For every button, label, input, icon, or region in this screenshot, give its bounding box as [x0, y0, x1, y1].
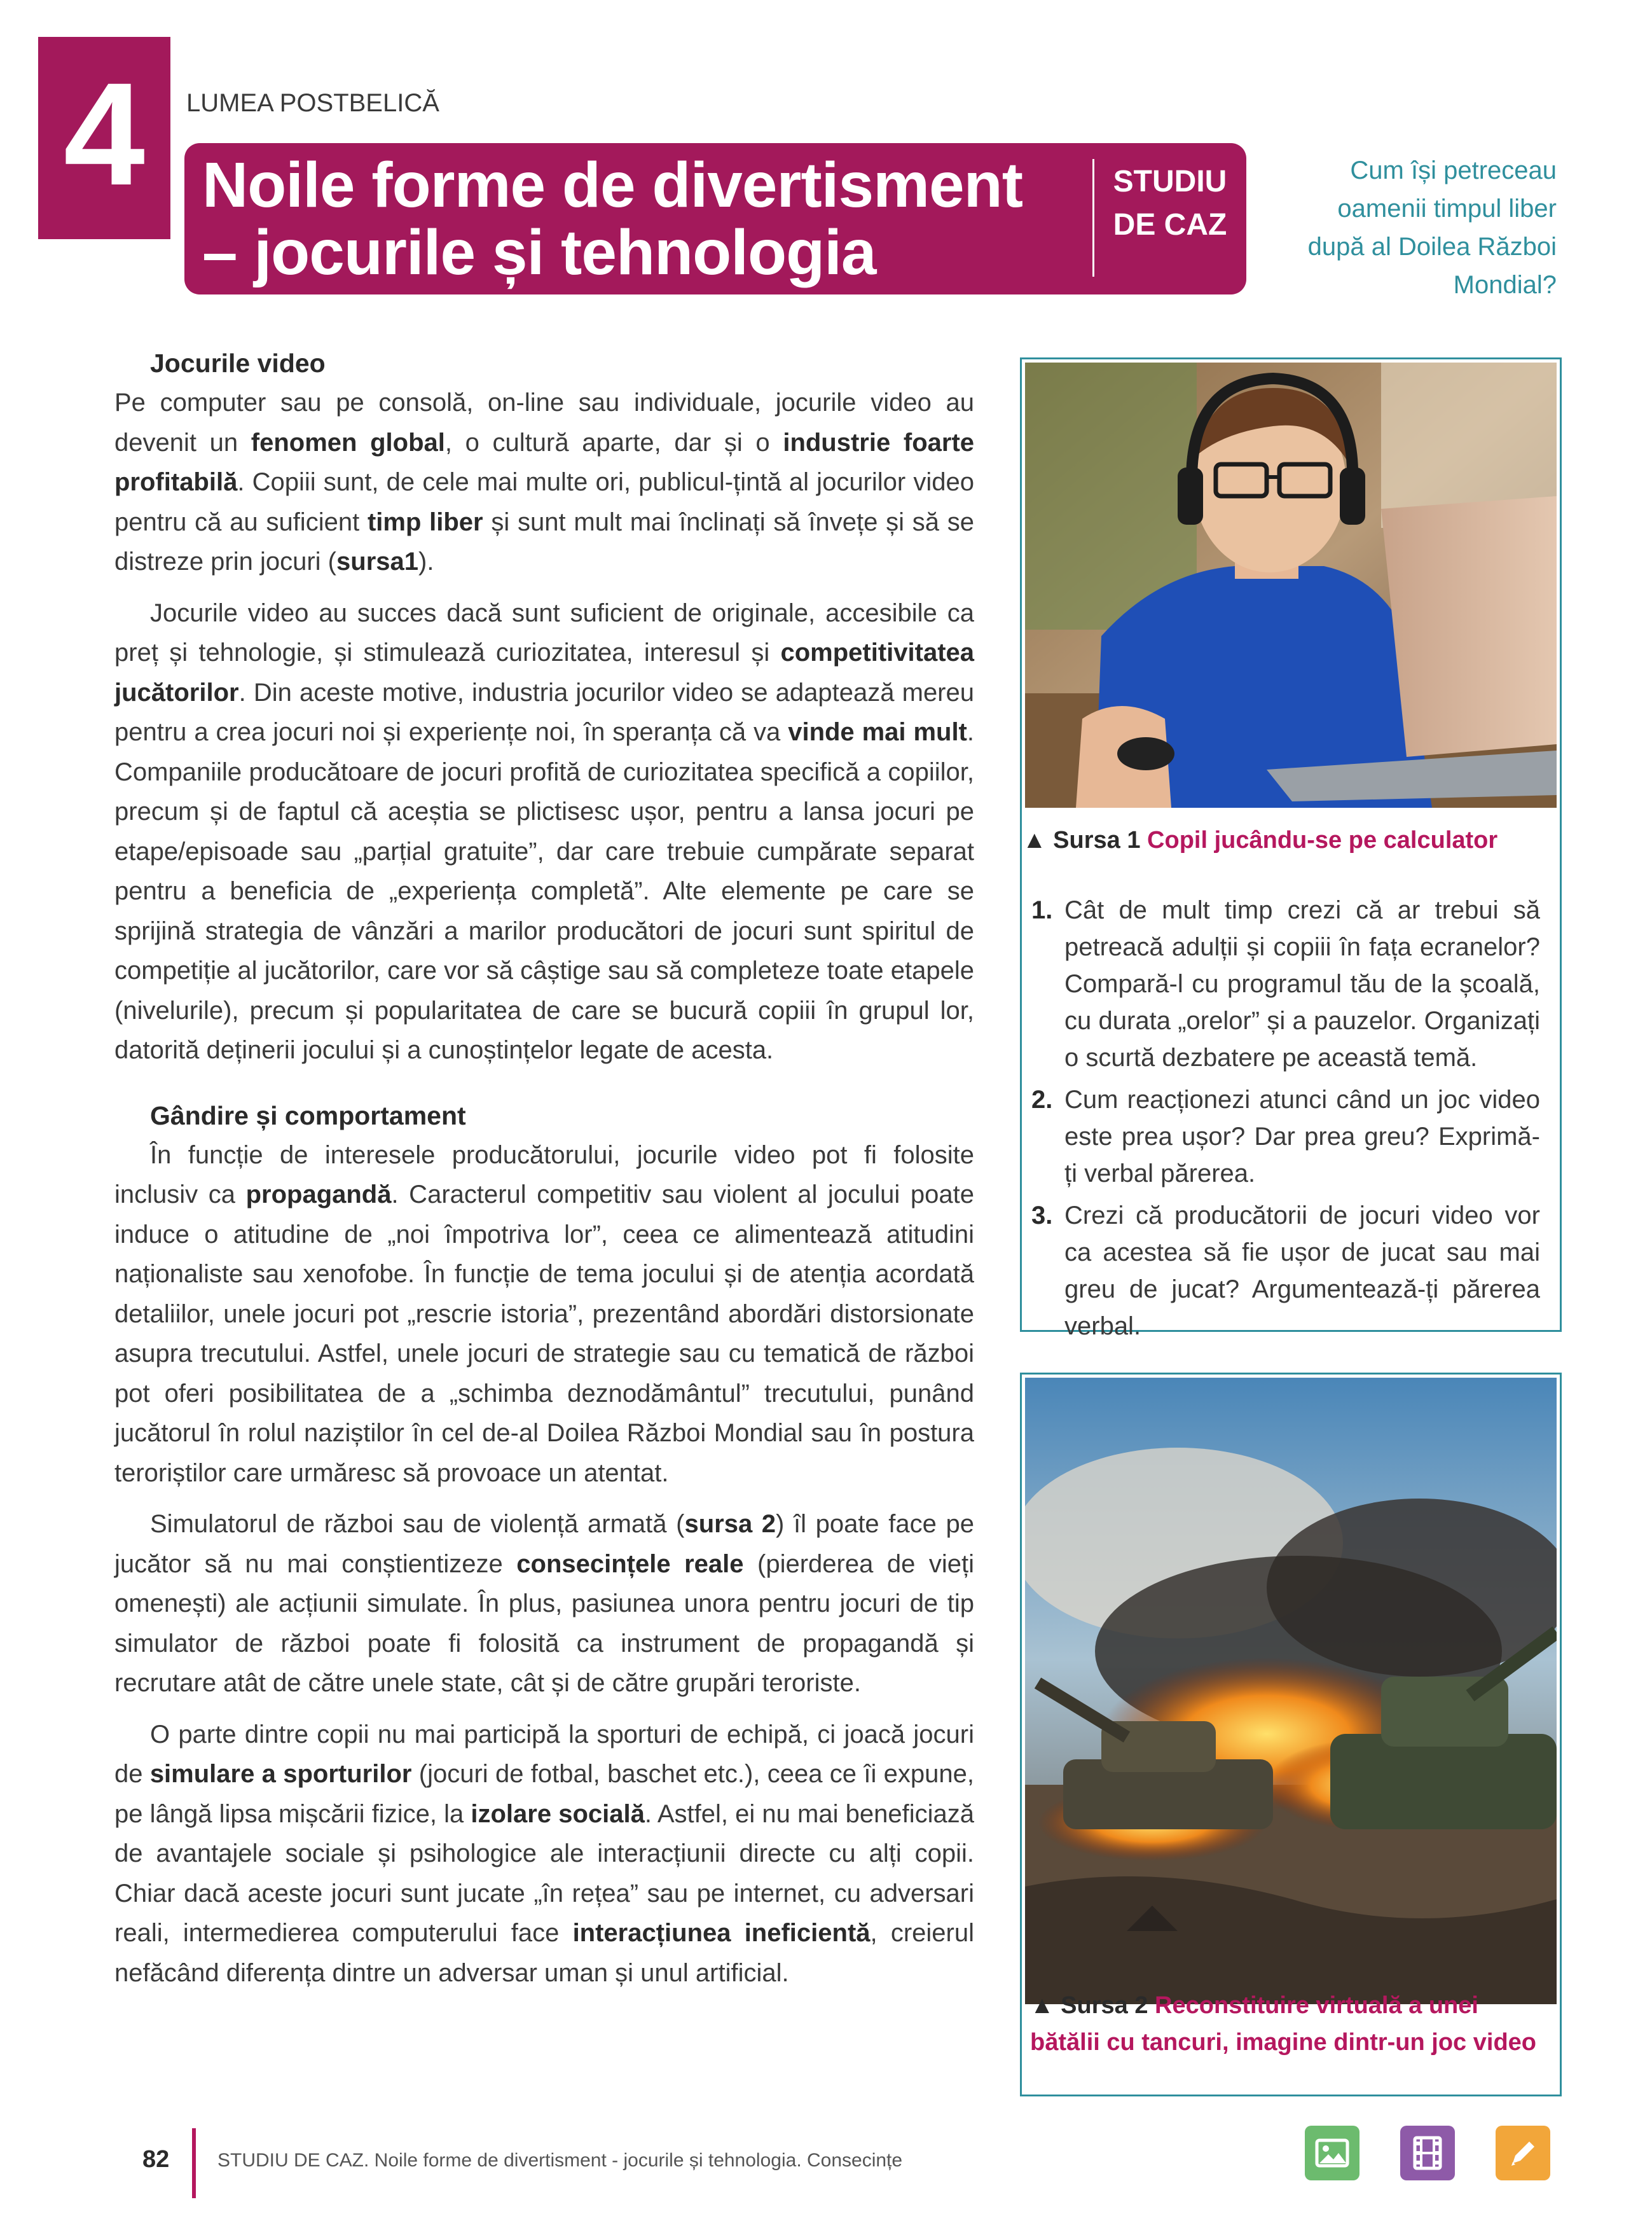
side-question: Cum își petreceau oamenii timpul liber după al Doilea Război Mondial?: [1307, 156, 1557, 299]
source-1-marker: ▲ Sursa 1: [1022, 827, 1141, 854]
question-list: [1031, 892, 1540, 1350]
film-icon[interactable]: [1400, 2126, 1455, 2180]
page-title: Noile forme de divertisment – jocurile și tehnologia: [202, 149, 1022, 288]
heading-thinking-behavior: Gândire și comportament: [150, 1100, 466, 1130]
footer-text: STUDIU DE CAZ. Noile forme de divertisment - jocurile și tehnologia. Consecințe: [217, 2150, 903, 2171]
source-2-photo: [1025, 1378, 1557, 2004]
source-1-photo: [1025, 363, 1557, 808]
source-2-caption: [1030, 1987, 1552, 2061]
source-1-caption: [1022, 822, 1557, 859]
source-2-caption-text: Reconstituire virtuală a unei bătălii cu tancuri, imagine dintr-un joc video: [1030, 1992, 1536, 2056]
heading-video-games: Jocurile video: [150, 349, 326, 378]
page-number: 82: [142, 2146, 170, 2173]
source-1-caption-text: Copil jucându-se pe calculator: [1147, 827, 1498, 854]
paragraph-3: În funcție de interesele producătorului, jocurile video pot fi folosite inclusiv ca propagandă. Caracterul competitiv sau violent al jocului poate induce o atitudine de „noi împotriva lor”, ceea ce alimentează atitudini naționaliste sau xenofobe. În funcție de tema jocului și de atenția acordată detaliilor, unele jocuri pot „rescrie istoria”, prezentând abordări distorsionate asupra trecutului. Astfel, unele jocuri de strategie sau cu tematică de război pot oferi posibilitatea de a „schimba deznodământul” trecutului, punând jucătorul în rolul naziștilor în cel de-al Doilea Război Mondial sau în postura teroriștilor care urmăresc să provoace un atentat.: [114, 1140, 975, 1487]
chapter-number: 4: [64, 52, 145, 216]
paragraph-5: O parte dintre copii nu mai participă la sporturi de echipă, ci joacă jocuri de simulare a sporturilor (jocuri de fotbal, baschet etc.), ceea ce îi expune, pe lângă lipsa mișcării fizice, la izolare socială. Astfel, ei nu mai beneficiază de avantajele sociale și psihologice ale interacțiunii directe cu alți copii. Chiar dacă aceste jocuri sunt jucate „în rețea” sau pe internet, cu adversari reali, intermedierea computerului face interacțiunea ineficientă, creierul nefăcând diferența dintre un adversar uman și unul artificial.: [114, 1720, 974, 1987]
question-item: 3. Crezi că producătorii de jocuri video vor ca acestea să fie ușor de jucat sau mai greu de jucat? Argumentează-ți părerea verbal.: [1031, 1201, 1540, 1340]
paragraph-1: Pe computer sau pe consolă, on-line sau individuale, jocurile video au devenit un fenomen global, o cultură aparte, dar și o industrie foarte profitabilă. Copiii sunt, de cele mai multe ori, publicul-țintă al jocurilor video pentru că au suficient timp liber și sunt mult mai înclinați să învețe și să se distreze prin jocuri (sursa1).: [114, 389, 975, 576]
image-icon[interactable]: [1305, 2126, 1359, 2180]
article: [114, 343, 974, 2004]
case-study-text: STUDIU DE CAZ: [1113, 165, 1227, 242]
section-label: LUMEA POSTBELICĂ: [186, 89, 439, 117]
question-item: 1. Cât de mult timp crezi că ar trebui să petreacă adulții și copiii în fața ecranelor? Compară-l cu programul tău de la școală, cu durata „orelor” și a pauzelor. Organizați o scurtă dezbatere pe această temă.: [1031, 896, 1540, 1072]
paragraph-4: Simulatorul de război sau de violență armată (sursa 2) îl poate face pe jucător să nu mai conștientizeze consecințele reale (pierderea de vieți omenești) ale acțiunii simulate. În plus, pasiunea unora pentru jocuri de tip simulator de război poate fi folosită ca instrument de propagandă și recrutare atât de către unele state, cât și de către grupări teroriste.: [114, 1510, 974, 1697]
source-2-marker: ▲ Sursa 2: [1030, 1992, 1148, 2019]
paragraph-2: Jocurile video au succes dacă sunt suficient de originale, accesibile ca preț și tehnologie, și stimulează curiozitatea, interesul și competitivitatea jucătorilor. Din aceste motive, industria jocurilor video se adaptează mereu pentru a crea jocuri noi și experiențe noi, în speranța că va vinde mai mult. Companiile producătoare de jocuri profită de curiozitatea specifică a copiilor, precum și de faptul că aceștia se plictisesc ușor, pentru a lansa jocuri pe etape/episoade sau „parțial gratuite”, dar care trebuie cumpărate separat pentru a beneficia de „experiența completă”. Alte elemente pe care se sprijină strategia de vânzări a marilor producători de jocuri sunt spiritul de competiție al jucătorilor, care vor să câștige sau să completeze toate etapele (nivelurile), precum și popularitatea de care se bucură copiii în grupul lor, datorită deținerii jocului și a cunoștințelor legate de acesta.: [114, 599, 975, 1064]
pencil-icon[interactable]: [1496, 2126, 1550, 2180]
footer-divider: [192, 2128, 196, 2198]
title-divider: [1092, 159, 1094, 277]
question-item: 2. Cum reacționezi atunci când un joc video este prea ușor? Dar prea greu? Exprimă-ți verbal părerea.: [1031, 1086, 1540, 1188]
case-study-label: [1103, 160, 1237, 247]
